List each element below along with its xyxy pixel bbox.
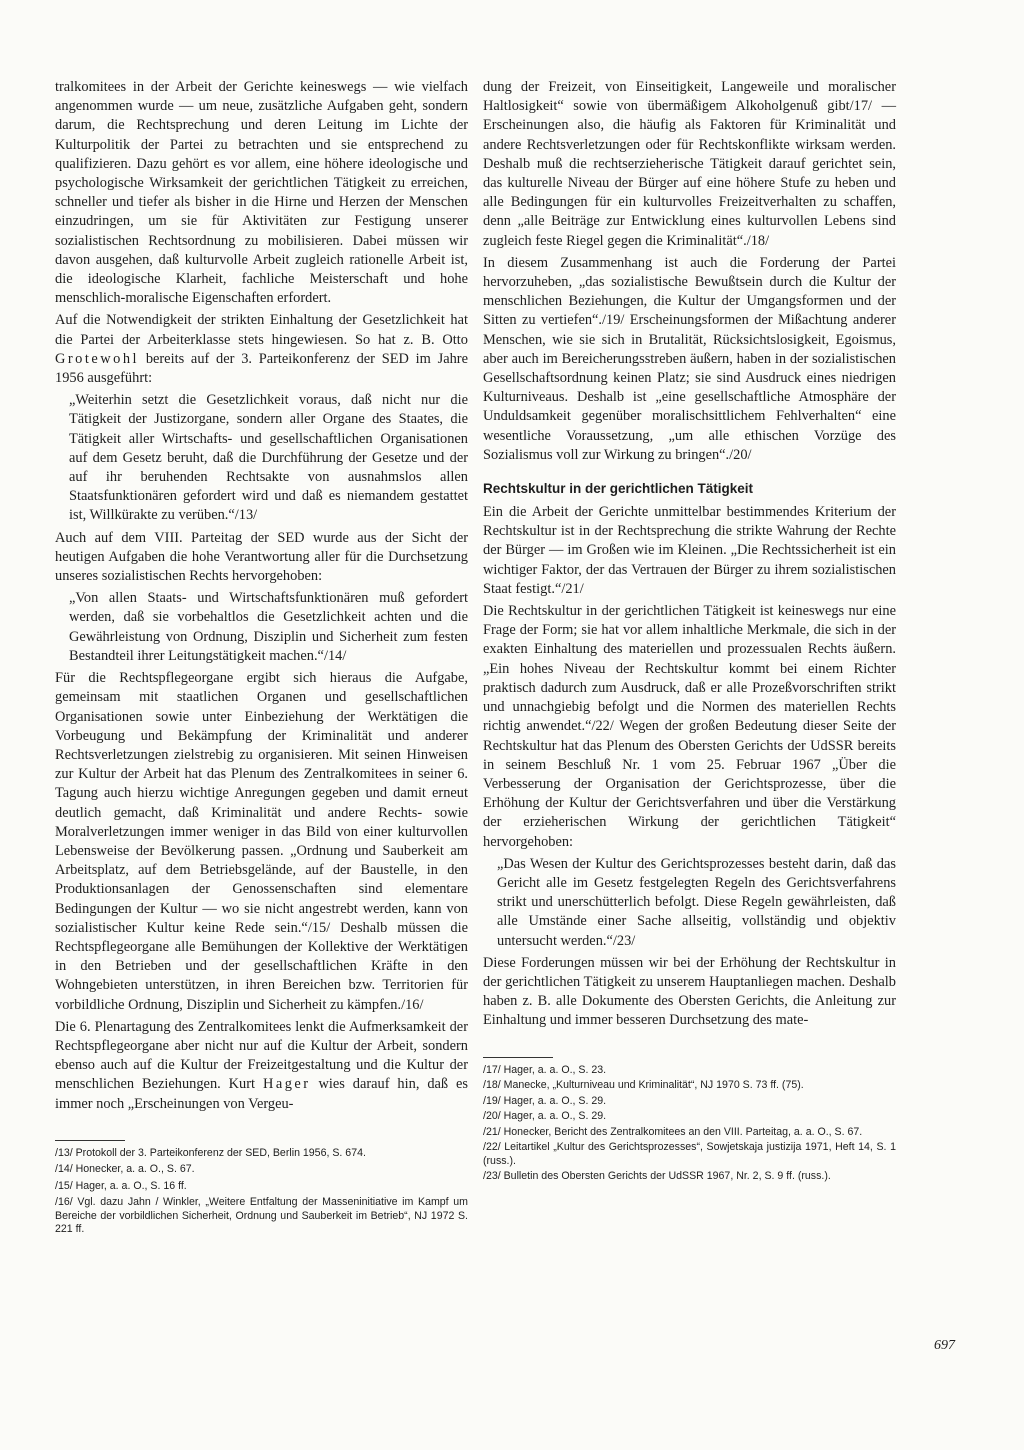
footnote: /17/ Hager, a. a. O., S. 23. xyxy=(483,1063,607,1076)
footnote: /14/ Honecker, a. a. O., S. 67. xyxy=(55,1163,195,1176)
block-quote: „Weiterhin setzt die Gesetzlichkeit voraus, daß nicht nur die Tätigkeit der Justizorgane, sondern aller Organe des Staates, die Tätigkeit aller Wirtschafts- und gesellschaftlichen Organisationen auf dem Gesetz beruht, daß die Durchführung der Gesetze und der auf ihr beruhenden Rechtsakte von ausnahmslos allen Staatsfunktionären gefordert wird und daß es niemandem gestattet ist, Willkürakte zu verüben.“/13/ xyxy=(69,392,468,524)
footnote: /15/ Hager, a. a. O., S. 16 ff. xyxy=(55,1179,187,1192)
body-paragraph: tralkomitees in der Arbeit der Gerichte keineswegs — wie vielfach angenommen wurde — um neue, zusätzliche Aufgaben geht, sondern darum, die Rechtsprechung und deren Leitung im Lichte der Kulturpolitik der Partei zu betrachten und sie entsprechend zu qualifizieren. Dazu gehört es vor allem, eine höhere ideologische und psychologische Wirksamkeit der gerichtlichen Tätigkeit zu erreichen, schneller und tiefer als bisher in die Hirne und Herzen der Menschen einzudringen, um sie für Aktivitäten zur Festigung unserer sozialistischen Rechtsordnung zu mobilisieren. Dabei müssen wir davon ausgehen, daß kulturvolle Arbeit zugleich rationelle Arbeit ist, die ideologische Klarheit, fachliche Meisterschaft und hohe menschlich-moralische Eigenschaften erfordert. xyxy=(55,79,468,307)
body-paragraph: Auch auf dem VIII. Parteitag der SED wurde aus der Sicht der heutigen Aufgaben die hohe Verantwortung aller für die Durchsetzung unseres sozialistischen Rechts hervorgehoben: xyxy=(55,529,468,585)
text-run: Die 6. Plenartagung des Zentralkomitees lenkt die Aufmerksamkeit der Rechtspflegeorgane aber nicht nur auf die Kultur der Arbeit, sondern ebenso auch auf die Kultur der Freizeitgestaltung und die Kultur der menschlichen Beziehungen. Kurt xyxy=(55,1018,468,1093)
footnote: /20/ Hager, a. a. O., S. 29. xyxy=(483,1110,607,1123)
text-run: Auf die Notwendigkeit der strikten Einhaltung der Gesetzlichkeit hat die Partei der Arbeiterklasse stets hingewiesen. So hat z. B. Otto xyxy=(55,312,468,348)
body-paragraph: dung der Freizeit, von Einseitigkeit, Langeweile und moralischer Haltlosigkeit“ sowie von übermäßigem Alkoholgenuß gibt/17/ — Erscheinungen also, die häufig als Faktoren für Kriminalität und andere Rechtsverletzungen oder für Rechtskonflikte wirksam werden. Deshalb muß die rechtserzieherische Tätigkeit darauf gerichtet sein, das kulturelle Niveau der Bürger auf eine höhere Stufe zu heben und alle Bedingungen für ein kulturvolles Freizeitverhalten zu schaffen, denn „alle Beiträge zur Entwicklung eines kulturvollen Lebens sind zugleich feste Riegel gegen die Kriminalität“./18/ xyxy=(483,79,896,249)
text-run: wies darauf hin, daß es immer noch „Erscheinungen von Vergeu- xyxy=(55,1076,468,1112)
block-quote: „Das Wesen der Kultur des Gerichtsprozesses besteht darin, daß das Gericht alle im Gesetz festgelegten Regeln des Gerichtsverfahrens strikt und unerschütterlich befolgt. Diese Regeln gewährleisten, daß alle Umstände einer Sache allseitig, vollständig und objektiv untersucht werden.“/23/ xyxy=(497,855,896,949)
page-number: 697 xyxy=(934,1338,955,1353)
text-run: bereits auf der 3. Parteikonferenz der SED im Jahre 1956 ausgeführt: xyxy=(55,350,468,387)
footnote: /13/ Protokoll der 3. Parteikonferenz der SED, Berlin 1956, S. 674. xyxy=(55,1146,366,1159)
footnote-divider xyxy=(483,1057,553,1058)
body-paragraph xyxy=(55,1018,468,1114)
body-paragraph: Ein die Arbeit der Gerichte unmittelbar bestimmendes Kriterium der Rechtskultur ist in der Rechtsprechung die strikte Wahrung der Rechte der Bürger — im Großen wie im Kleinen. „Die Rechtssicherheit ist ein wichtiger Faktor, der das Vertrauen der Bürger zu ihrem sozialistischen Staat festigt.“/21/ xyxy=(483,504,896,597)
footnote: /16/ Vgl. dazu Jahn / Winkler, „Weitere Entfaltung der Masseninitiative im Kampf um Bereiche der vorbildlichen Sicherheit, Ordnung und Sauberkeit im Betrieb“, NJ 1972 S. 221 ff. xyxy=(55,1196,468,1236)
footnote: /21/ Honecker, Bericht des Zentralkomitees an den VIII. Parteitag, a. a. O., S. 67. xyxy=(483,1125,863,1138)
author-name: Grotewohl xyxy=(55,350,140,367)
body-paragraph: Für die Rechtspflegeorgane ergibt sich hieraus die Aufgabe, gemeinsam mit staatlichen Organen und gesellschaftlichen Organisationen sowie unter Einbeziehung der Werktätigen die Vorbeugung und Bekämpfung der Kriminalität und anderer Rechtsverletzungen zielstrebig zu organisieren. Mit seinen Hinweisen zur Kultur der Arbeit hat das Plenum des Zentralkomitees in seiner 6. Tagung auch hierzu wichtige Anregungen gegeben und damit erneut deutlich gemacht, daß Kriminalität und andere Rechts- sowie Moralverletzungen immer weniger in das Bild von einer kulturvollen Lebensweise der Bevölkerung passen. „Ordnung und Sauberkeit am Arbeitsplatz, auf dem Betriebsgelände, auf der Baustelle, in den Produktionsanlagen der Genossenschaften sind elementare Bedingungen der Kultur — wo sie nicht angestrebt werden, kann von sozialistischer Kultur keine Rede sein.“/15/ Deshalb müssen die Rechtspflegeorgane alle Bemühungen der Kollektive der Werktätigen in den Betrieben und der gesellschaftlichen Kräfte in den Wohngebieten unterstützen, in ihren Bereichen bzw. Territorien für vorbildliche Ordnung, Disziplin und Sicherheit zu kämpfen./16/ xyxy=(55,670,468,1013)
body-paragraph: Diese Forderungen müssen wir bei der Erhöhung der Rechtskultur in der gerichtlichen Tätigkeit zu unserem Hauptanliegen machen. Deshalb haben z. B. alle Dokumente des Obersten Gerichts, die Anleitung zur Einhaltung und immer besseren Durchsetzung des mate- xyxy=(483,954,896,1029)
left-column xyxy=(55,78,468,1240)
body-paragraph: Die Rechtskultur in der gerichtlichen Tätigkeit ist keineswegs nur eine Frage der Form; sie hat vor allem inhaltliche Merkmale, die sich in der exakten Einhaltung des materiellen und prozessualen Rechts äußern. „Ein hohes Niveau der Rechtskultur kommt bei einem Richter praktisch dadurch zum Ausdruck, daß er alle Prozeßvorschriften strikt und unnachgiebig befolgt und die Normen des materiellen Rechts richtig anwendet.“/22/ Wegen der großen Bedeutung dieser Seite der Rechtskultur hat das Plenum des Obersten Gerichts der UdSSR bereits in seinem Beschluß Nr. 1 vom 25. Februar 1967 „Über die Verbesserung der Organisation der Gerichtsprozesse, über die Erhöhung der Kultur der Gerichtsverfahren und über die Verstärkung der erzieherischen Wirkung der gerichtlichen Tätigkeit“ hervorgehoben: xyxy=(483,603,896,850)
block-quote: „Von allen Staats- und Wirtschaftsfunktionären muß gefordert werden, daß sie vorbehaltlos die Gesetzlichkeit achten und die Gewährleistung von Ordnung, Disziplin und Sicherheit zum festen Bestandteil ihrer Leitungstätigkeit machen.“/14/ xyxy=(69,590,468,664)
right-column xyxy=(483,78,896,1186)
section-heading: Rechtskultur in der gerichtlichen Tätigkeit xyxy=(483,481,754,497)
footnote: /23/ Bulletin des Obersten Gerichts der UdSSR 1967, Nr. 2, S. 9 ff. (russ.). xyxy=(483,1170,831,1183)
footnote: /19/ Hager, a. a. O., S. 29. xyxy=(483,1094,607,1107)
body-paragraph xyxy=(55,311,468,388)
footnote: /18/ Manecke, „Kulturniveau und Kriminalität“, NJ 1970 S. 73 ff. (75). xyxy=(483,1079,804,1092)
footnote: /22/ Leitartikel „Kultur des Gerichtsprozesses“, Sowjetskaja justizija 1971, Heft 14, S. 1 (russ.). xyxy=(483,1141,896,1167)
body-paragraph: In diesem Zusammenhang ist auch die Forderung der Partei hervorzuheben, „das sozialistische Bewußtsein durch die Kultur der menschlichen Beziehungen, die Kultur der Umgangsformen und der Sitten zu vertiefen“./19/ Erscheinungsformen der Mißachtung anderer Menschen, wie sie sich in Brutalität, Rücksichtslosigkeit, Egoismus, aber auch im Bereicherungsstreben äußern, haben in der sozialistischen Gesellschaftsordnung keinen Platz; sie sind Ausdruck eines niedrigen Kulturniveaus. Deshalb ist „eine gesellschaftliche Atmosphäre der Unduldsamkeit gegenüber moralischsittlichem Fehlverhalten“ eine wesentliche Voraussetzung, „um alle ethischen Vorzüge des Sozialismus voll zur Wirkung zu bringen“./20/ xyxy=(483,254,896,463)
author-name: Hager xyxy=(262,1076,311,1093)
footnote-divider xyxy=(55,1140,125,1141)
